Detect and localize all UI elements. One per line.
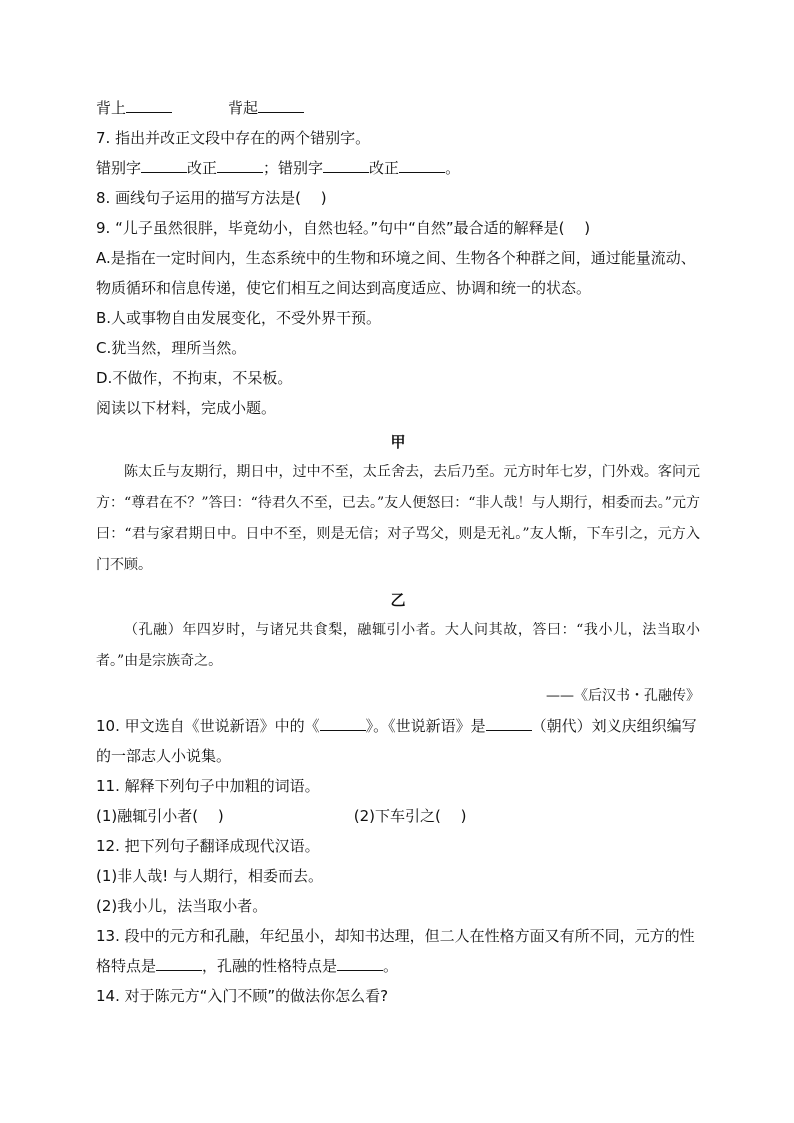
q7-label-correct-2: 改正 bbox=[369, 159, 400, 177]
q13-text-3: 。 bbox=[383, 957, 399, 975]
q10-text-2: 》。《世说新语》是 bbox=[365, 717, 486, 735]
answer-blank[interactable] bbox=[141, 157, 187, 173]
answer-blank[interactable] bbox=[156, 955, 202, 971]
question-9-option-b: B.人或事物自由发展变化，不受外界干预。 bbox=[96, 309, 382, 327]
answer-blank[interactable] bbox=[486, 715, 532, 731]
q7-label-correct: 改正 bbox=[187, 159, 218, 177]
passage-yi-source: ——《后汉书・孔融传》 bbox=[546, 688, 700, 704]
q11-item-1: (1)融辄引小者( ) bbox=[96, 807, 224, 825]
question-11: 11. 解释下列句子中加粗的词语。 bbox=[96, 777, 320, 795]
q10-text-1: 10. 甲文选自《世说新语》中的《 bbox=[96, 717, 320, 735]
q13-text-1: 13. 段中的元方和孔融，年纪虽小，却知书达理，但二人在性格方面又有所不同，元方的性格特点是 bbox=[96, 927, 695, 975]
question-12-item-1: (1)非人哉! 与人期行，相委而去。 bbox=[96, 867, 324, 885]
q10-text-3: （朝代）刘义庆组织编写的一部志人小说集。 bbox=[96, 717, 697, 765]
answer-blank[interactable] bbox=[258, 97, 304, 113]
question-9-option-a: A.是指在一定时间内，生态系统中的生物和环境之间、生物各个种群之间，通过能量流动、物质循环和信息传递，使它们相互之间达到高度适应、协调和统一的状态。 bbox=[96, 249, 696, 297]
q7-end: 。 bbox=[445, 159, 461, 177]
reading-instruction: 阅读以下材料，完成小题。 bbox=[96, 399, 277, 417]
passage-yi-title: 乙 bbox=[390, 591, 406, 609]
answer-blank[interactable] bbox=[323, 157, 369, 173]
passage-yi-text: （孔融）年四岁时，与诸兄共食梨，融辄引小者。大人问其故，答曰：“我小儿，法当取小者。”由是宗族奇之。 bbox=[96, 622, 700, 669]
q7-label-wrong-char-2: ；错别字 bbox=[263, 159, 324, 177]
question-12-item-2: (2)我小儿，法当取小者。 bbox=[96, 897, 268, 915]
question-12: 12. 把下列句子翻译成现代汉语。 bbox=[96, 837, 320, 855]
worksheet-page bbox=[96, 93, 700, 1011]
question-8: 8. 画线句子运用的描写方法是( ) bbox=[96, 189, 327, 207]
label-back-rise: 背起 bbox=[228, 99, 259, 117]
question-13 bbox=[96, 921, 700, 981]
passage-jia-text: 陈太丘与友期行，期日中，过中不至，太丘舍去，去后乃至。元方时年七岁，门外戏。客问元方：“尊君在不？”答曰：“待君久不至，已去。”友人便怒曰：“非人哉！与人期行，相委而去。”元方曰：“君与家君期日中。日中不至，则是无信；对子骂父，则是无礼。”友人惭，下车引之，元方入门不顾。 bbox=[96, 464, 700, 573]
q11-item-2: (2)下车引之( ) bbox=[353, 807, 467, 825]
question-7-answer-line bbox=[96, 153, 700, 183]
answer-blank[interactable] bbox=[337, 955, 383, 971]
label-back-up: 背上 bbox=[96, 99, 127, 117]
question-9-option-d: D.不做作，不拘束，不呆板。 bbox=[96, 369, 293, 387]
answer-blank[interactable] bbox=[320, 715, 366, 731]
answer-blank[interactable] bbox=[126, 97, 172, 113]
q7-label-wrong-char: 错别字 bbox=[96, 159, 142, 177]
line-back-words bbox=[96, 93, 700, 123]
answer-blank[interactable] bbox=[217, 157, 263, 173]
passage-jia-title: 甲 bbox=[390, 433, 406, 451]
question-9-option-c: C.犹当然，理所当然。 bbox=[96, 339, 247, 357]
answer-blank[interactable] bbox=[399, 157, 445, 173]
question-7: 7. 指出并改正文段中存在的两个错别字。 bbox=[96, 129, 371, 147]
question-9: 9. “儿子虽然很胖，毕竟幼小，自然也轻。”句中“自然”最合适的解释是( ) bbox=[96, 219, 591, 237]
question-11-items bbox=[96, 801, 700, 831]
question-14: 14. 对于陈元方“入门不顾”的做法你怎么看? bbox=[96, 987, 389, 1005]
question-10 bbox=[96, 711, 700, 771]
q13-text-2: ，孔融的性格特点是 bbox=[202, 957, 338, 975]
